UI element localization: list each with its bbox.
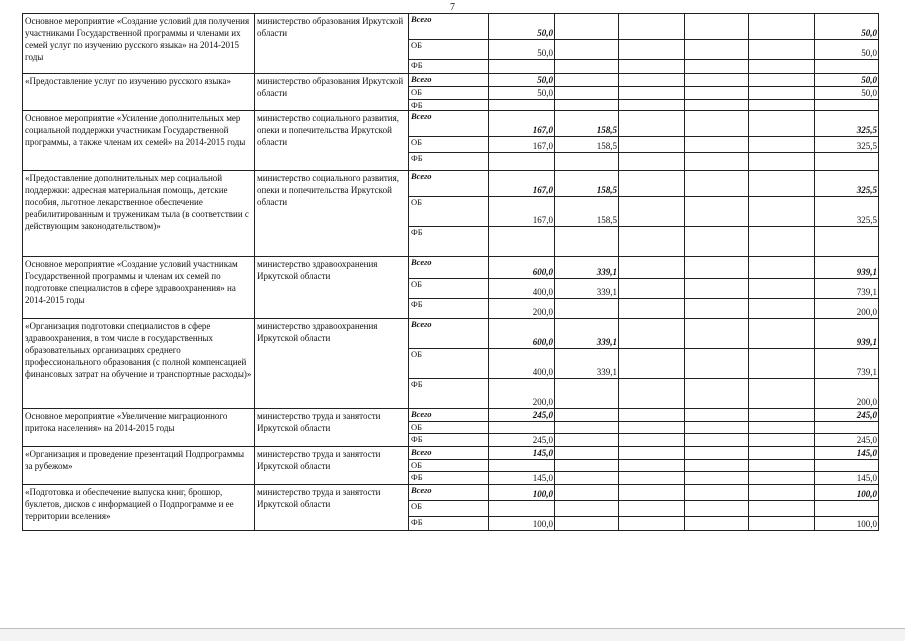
amount-cell bbox=[749, 501, 815, 517]
amount-cell bbox=[619, 197, 685, 227]
amount-cell bbox=[685, 485, 749, 501]
amount-cell bbox=[749, 153, 815, 171]
amount-cell: 400,0 bbox=[489, 279, 555, 299]
amount-cell bbox=[685, 171, 749, 197]
amount-cell bbox=[555, 299, 619, 319]
funding-source-label: Всего bbox=[409, 74, 489, 87]
amount-cell bbox=[749, 460, 815, 472]
amount-cell: 167,0 bbox=[489, 171, 555, 197]
table-row bbox=[23, 319, 879, 349]
executor-cell: министерство социального развития, опеки и попечительства Иркутской области bbox=[255, 111, 409, 171]
table-row bbox=[23, 14, 879, 40]
activity-description: «Предоставление дополнительных мер социальной поддержки: адресная материальная помощь, детские пособия, льготное лекарственное обеспечение реабилитированным и труженикам тыла (в соответствии с действующим законодательством)» bbox=[23, 171, 255, 257]
amount-cell bbox=[555, 153, 619, 171]
amount-cell bbox=[685, 460, 749, 472]
amount-cell bbox=[489, 422, 555, 434]
total-sum-cell: 200,0 bbox=[815, 299, 879, 319]
amount-cell bbox=[619, 111, 685, 137]
funding-source-label: ФБ bbox=[409, 60, 489, 74]
amount-cell: 400,0 bbox=[489, 349, 555, 379]
amount-cell bbox=[555, 87, 619, 100]
amount-cell bbox=[749, 485, 815, 501]
amount-cell bbox=[619, 171, 685, 197]
amount-cell: 600,0 bbox=[489, 257, 555, 279]
amount-cell: 167,0 bbox=[489, 197, 555, 227]
amount-cell: 158,5 bbox=[555, 197, 619, 227]
amount-cell bbox=[555, 227, 619, 257]
amount-cell bbox=[749, 422, 815, 434]
amount-cell bbox=[555, 100, 619, 111]
funding-source-label: Всего bbox=[409, 319, 489, 349]
total-sum-cell: 245,0 bbox=[815, 434, 879, 447]
amount-cell bbox=[555, 74, 619, 87]
total-sum-cell: 325,5 bbox=[815, 197, 879, 227]
funding-source-label: ОБ bbox=[409, 137, 489, 153]
funding-source-label: ФБ bbox=[409, 434, 489, 447]
amount-cell bbox=[685, 422, 749, 434]
total-sum-cell bbox=[815, 227, 879, 257]
amount-cell bbox=[619, 153, 685, 171]
amount-cell bbox=[489, 153, 555, 171]
total-sum-cell: 939,1 bbox=[815, 319, 879, 349]
amount-cell bbox=[685, 40, 749, 60]
total-sum-cell bbox=[815, 422, 879, 434]
total-sum-cell bbox=[815, 460, 879, 472]
amount-cell bbox=[685, 227, 749, 257]
budget-table bbox=[22, 13, 879, 531]
funding-source-label: ОБ bbox=[409, 40, 489, 60]
amount-cell bbox=[749, 100, 815, 111]
executor-cell: министерство социального развития, опеки и попечительства Иркутской области bbox=[255, 171, 409, 257]
amount-cell: 145,0 bbox=[489, 447, 555, 460]
funding-source-label: ОБ bbox=[409, 460, 489, 472]
total-sum-cell: 50,0 bbox=[815, 74, 879, 87]
amount-cell bbox=[685, 379, 749, 409]
page-number: 7 bbox=[450, 2, 455, 13]
activity-description: «Организация подготовки специалистов в сфере здравоохранения, в том числе в государственных образовательных организациях среднего профессионального образования (с полной компенсацией финансовых затрат на обучение и транспортные расходы)» bbox=[23, 319, 255, 409]
amount-cell: 339,1 bbox=[555, 349, 619, 379]
amount-cell bbox=[685, 60, 749, 74]
amount-cell bbox=[619, 100, 685, 111]
activity-description: «Подготовка и обеспечение выпуска книг, брошюр, буклетов, дисков с информацией о Подпрограмме и ее территории вселения» bbox=[23, 485, 255, 531]
executor-cell: министерство образования Иркутской области bbox=[255, 74, 409, 111]
amount-cell bbox=[685, 153, 749, 171]
amount-cell bbox=[619, 227, 685, 257]
page-margin bbox=[0, 628, 905, 641]
amount-cell: 50,0 bbox=[489, 14, 555, 40]
table-row bbox=[23, 171, 879, 197]
executor-cell: министерство здравоохранения Иркутской области bbox=[255, 319, 409, 409]
amount-cell bbox=[619, 257, 685, 279]
amount-cell bbox=[619, 279, 685, 299]
table-row bbox=[23, 485, 879, 501]
amount-cell: 339,1 bbox=[555, 279, 619, 299]
amount-cell: 158,5 bbox=[555, 171, 619, 197]
amount-cell bbox=[685, 111, 749, 137]
amount-cell: 339,1 bbox=[555, 257, 619, 279]
activity-description: Основное мероприятие «Усиление дополнительных мер социальной поддержки участникам Государственной программы, а также членам их семей» на 2014-2015 годы bbox=[23, 111, 255, 171]
amount-cell bbox=[685, 434, 749, 447]
total-sum-cell: 939,1 bbox=[815, 257, 879, 279]
amount-cell bbox=[619, 422, 685, 434]
amount-cell bbox=[619, 349, 685, 379]
amount-cell bbox=[749, 472, 815, 485]
funding-source-label: ФБ bbox=[409, 379, 489, 409]
total-sum-cell: 325,5 bbox=[815, 171, 879, 197]
funding-source-label: Всего bbox=[409, 171, 489, 197]
amount-cell bbox=[685, 517, 749, 531]
activity-description: «Предоставление услуг по изучению русского языка» bbox=[23, 74, 255, 111]
amount-cell: 158,5 bbox=[555, 137, 619, 153]
amount-cell bbox=[489, 227, 555, 257]
table-row bbox=[23, 409, 879, 422]
amount-cell bbox=[619, 319, 685, 349]
executor-cell: министерство труда и занятости Иркутской области bbox=[255, 409, 409, 447]
amount-cell bbox=[685, 319, 749, 349]
amount-cell bbox=[619, 137, 685, 153]
total-sum-cell: 739,1 bbox=[815, 349, 879, 379]
total-sum-cell: 145,0 bbox=[815, 447, 879, 460]
amount-cell bbox=[685, 409, 749, 422]
total-sum-cell: 325,5 bbox=[815, 111, 879, 137]
total-sum-cell: 325,5 bbox=[815, 137, 879, 153]
amount-cell bbox=[685, 279, 749, 299]
amount-cell bbox=[619, 517, 685, 531]
funding-source-label: ФБ bbox=[409, 227, 489, 257]
amount-cell bbox=[749, 171, 815, 197]
amount-cell: 200,0 bbox=[489, 379, 555, 409]
funding-source-label: ОБ bbox=[409, 87, 489, 100]
amount-cell bbox=[555, 60, 619, 74]
amount-cell bbox=[749, 434, 815, 447]
total-sum-cell bbox=[815, 501, 879, 517]
amount-cell bbox=[749, 87, 815, 100]
amount-cell bbox=[619, 472, 685, 485]
funding-source-label: Всего bbox=[409, 485, 489, 501]
amount-cell bbox=[749, 257, 815, 279]
total-sum-cell: 100,0 bbox=[815, 517, 879, 531]
amount-cell bbox=[685, 74, 749, 87]
amount-cell bbox=[685, 197, 749, 227]
amount-cell bbox=[749, 447, 815, 460]
amount-cell bbox=[555, 447, 619, 460]
table-row bbox=[23, 74, 879, 87]
amount-cell bbox=[749, 319, 815, 349]
total-sum-cell: 145,0 bbox=[815, 472, 879, 485]
amount-cell bbox=[685, 100, 749, 111]
amount-cell bbox=[685, 472, 749, 485]
activity-description: Основное мероприятие «Увеличение миграционного притока населения» на 2014-2015 годы bbox=[23, 409, 255, 447]
amount-cell bbox=[555, 379, 619, 409]
funding-source-label: Всего bbox=[409, 14, 489, 40]
activity-description: Основное мероприятие «Создание условий для получения участниками Государственной программы и членами их семей услуг по изучению русского языка» на 2014-2015 годы bbox=[23, 14, 255, 74]
amount-cell bbox=[555, 422, 619, 434]
amount-cell bbox=[749, 111, 815, 137]
funding-source-label: ОБ bbox=[409, 349, 489, 379]
amount-cell bbox=[489, 460, 555, 472]
amount-cell bbox=[619, 14, 685, 40]
amount-cell: 100,0 bbox=[489, 485, 555, 501]
amount-cell: 50,0 bbox=[489, 40, 555, 60]
total-sum-cell bbox=[815, 153, 879, 171]
amount-cell bbox=[555, 14, 619, 40]
total-sum-cell: 245,0 bbox=[815, 409, 879, 422]
amount-cell bbox=[749, 299, 815, 319]
funding-source-label: ФБ bbox=[409, 517, 489, 531]
amount-cell bbox=[619, 460, 685, 472]
amount-cell bbox=[555, 501, 619, 517]
amount-cell bbox=[749, 60, 815, 74]
amount-cell: 50,0 bbox=[489, 74, 555, 87]
amount-cell bbox=[619, 299, 685, 319]
amount-cell bbox=[619, 40, 685, 60]
amount-cell bbox=[685, 299, 749, 319]
amount-cell bbox=[685, 447, 749, 460]
funding-source-label: Всего bbox=[409, 447, 489, 460]
funding-source-label: ОБ bbox=[409, 279, 489, 299]
amount-cell bbox=[749, 74, 815, 87]
amount-cell bbox=[555, 517, 619, 531]
amount-cell bbox=[685, 257, 749, 279]
amount-cell bbox=[555, 40, 619, 60]
amount-cell: 167,0 bbox=[489, 137, 555, 153]
amount-cell bbox=[749, 197, 815, 227]
amount-cell bbox=[749, 137, 815, 153]
amount-cell bbox=[749, 227, 815, 257]
total-sum-cell: 50,0 bbox=[815, 14, 879, 40]
total-sum-cell: 100,0 bbox=[815, 485, 879, 501]
amount-cell: 158,5 bbox=[555, 111, 619, 137]
total-sum-cell: 50,0 bbox=[815, 87, 879, 100]
amount-cell bbox=[619, 409, 685, 422]
amount-cell bbox=[619, 379, 685, 409]
funding-source-label: ФБ bbox=[409, 472, 489, 485]
amount-cell bbox=[685, 501, 749, 517]
amount-cell bbox=[555, 409, 619, 422]
funding-source-label: ФБ bbox=[409, 153, 489, 171]
amount-cell bbox=[685, 87, 749, 100]
amount-cell: 50,0 bbox=[489, 87, 555, 100]
funding-source-label: ОБ bbox=[409, 197, 489, 227]
funding-source-label: Всего bbox=[409, 409, 489, 422]
amount-cell: 167,0 bbox=[489, 111, 555, 137]
amount-cell bbox=[749, 349, 815, 379]
amount-cell bbox=[749, 40, 815, 60]
funding-source-label: Всего bbox=[409, 111, 489, 137]
amount-cell bbox=[749, 279, 815, 299]
total-sum-cell: 50,0 bbox=[815, 40, 879, 60]
executor-cell: министерство труда и занятости Иркутской области bbox=[255, 485, 409, 531]
amount-cell bbox=[555, 472, 619, 485]
amount-cell: 600,0 bbox=[489, 319, 555, 349]
amount-cell bbox=[619, 485, 685, 501]
table-row bbox=[23, 111, 879, 137]
amount-cell bbox=[749, 379, 815, 409]
table-body bbox=[23, 14, 879, 531]
amount-cell bbox=[685, 137, 749, 153]
funding-source-label: ФБ bbox=[409, 299, 489, 319]
amount-cell bbox=[619, 74, 685, 87]
amount-cell bbox=[619, 87, 685, 100]
funding-source-label: ОБ bbox=[409, 422, 489, 434]
amount-cell bbox=[555, 460, 619, 472]
activity-description: Основное мероприятие «Создание условий участникам Государственной программы и членам их семей по подготовке специалистов в сфере здравоохранения» на 2014-2015 годы bbox=[23, 257, 255, 319]
amount-cell bbox=[685, 14, 749, 40]
executor-cell: министерство труда и занятости Иркутской области bbox=[255, 447, 409, 485]
funding-source-label: ФБ bbox=[409, 100, 489, 111]
amount-cell bbox=[685, 349, 749, 379]
amount-cell bbox=[749, 14, 815, 40]
table-row bbox=[23, 257, 879, 279]
amount-cell bbox=[489, 60, 555, 74]
amount-cell bbox=[619, 447, 685, 460]
amount-cell bbox=[489, 501, 555, 517]
table-row bbox=[23, 447, 879, 460]
amount-cell bbox=[749, 409, 815, 422]
amount-cell bbox=[555, 434, 619, 447]
total-sum-cell: 739,1 bbox=[815, 279, 879, 299]
total-sum-cell bbox=[815, 60, 879, 74]
amount-cell: 245,0 bbox=[489, 434, 555, 447]
activity-description: «Организация и проведение презентаций Подпрограммы за рубежом» bbox=[23, 447, 255, 485]
amount-cell: 145,0 bbox=[489, 472, 555, 485]
funding-source-label: ОБ bbox=[409, 501, 489, 517]
amount-cell: 200,0 bbox=[489, 299, 555, 319]
amount-cell bbox=[555, 485, 619, 501]
amount-cell bbox=[619, 434, 685, 447]
executor-cell: министерство здравоохранения Иркутской области bbox=[255, 257, 409, 319]
total-sum-cell bbox=[815, 100, 879, 111]
amount-cell bbox=[489, 100, 555, 111]
amount-cell bbox=[619, 60, 685, 74]
amount-cell: 100,0 bbox=[489, 517, 555, 531]
amount-cell bbox=[619, 501, 685, 517]
amount-cell bbox=[749, 517, 815, 531]
executor-cell: министерство образования Иркутской области bbox=[255, 14, 409, 74]
total-sum-cell: 200,0 bbox=[815, 379, 879, 409]
amount-cell: 245,0 bbox=[489, 409, 555, 422]
funding-source-label: Всего bbox=[409, 257, 489, 279]
amount-cell: 339,1 bbox=[555, 319, 619, 349]
